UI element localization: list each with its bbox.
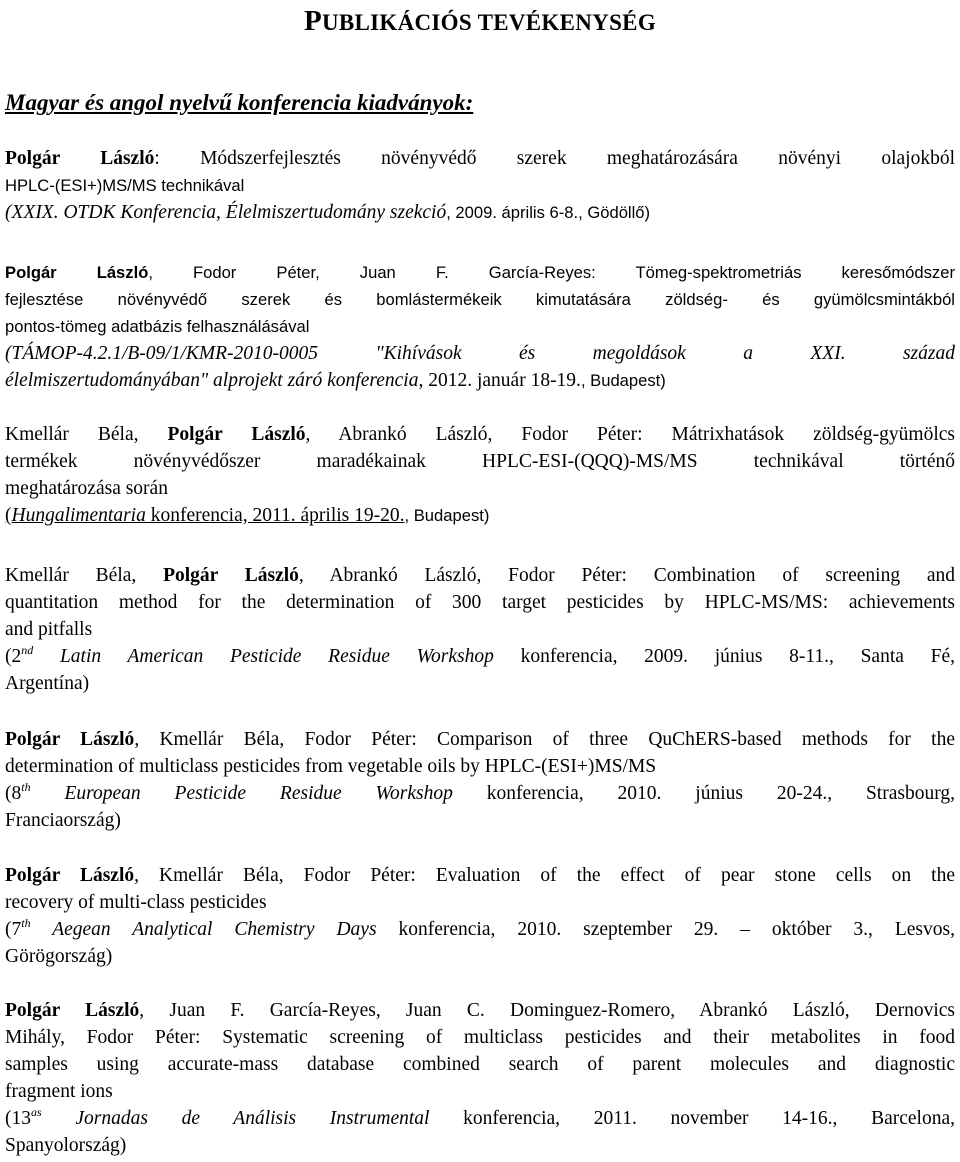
publication-line bbox=[5, 259, 955, 286]
publication-text: determination of multiclass pesticides from vegetable oils by HPLC-(ESI+)MS/MS bbox=[5, 756, 657, 777]
publication-text: Kmellár Béla, bbox=[5, 565, 164, 586]
publication-line bbox=[5, 753, 955, 780]
publication-line bbox=[5, 807, 955, 834]
publication-text: , Abrankó László, Fodor Péter: Mátrixhatások zöldség-gyümölcs bbox=[305, 424, 955, 445]
publication-line bbox=[5, 889, 955, 916]
publication-text: pontos-tömeg adatbázis felhasználásával bbox=[5, 317, 310, 336]
publication-entry-7 bbox=[5, 997, 955, 1159]
publication-text: HPLC-(ESI+)MS/MS technikával bbox=[5, 176, 245, 195]
page-title-rest: UBLIKÁCIÓS TEVÉKENYSÉG bbox=[321, 10, 657, 35]
conference-date: , 2009. április 6-8. bbox=[446, 203, 579, 222]
conference-name: élelmiszertudományában" alprojekt záró konferencia bbox=[5, 370, 419, 391]
publication-text: fragment ions bbox=[5, 1081, 113, 1102]
conference-name: (TÁMOP-4.2.1/B-09/1/KMR-2010-0005 "Kihívások és megoldások a XXI. század bbox=[5, 343, 955, 364]
publication-text: Görögország) bbox=[5, 946, 113, 967]
ordinal-suffix: nd bbox=[21, 643, 34, 657]
publication-line bbox=[5, 367, 955, 394]
publication-text: Argentína) bbox=[5, 673, 90, 694]
conference-place: , Lesvos, bbox=[868, 919, 955, 940]
publication-entry-3 bbox=[5, 421, 955, 529]
page-title-initial: P bbox=[303, 5, 322, 37]
publication-line bbox=[5, 562, 955, 589]
conference-place: , Budapest) bbox=[580, 371, 666, 390]
publication-line bbox=[5, 286, 955, 313]
publication-text: , Kmellár Béla, Fodor Péter: Evaluation of the effect of pear stone cells on the bbox=[134, 865, 955, 886]
publication-line bbox=[5, 340, 955, 367]
conference-name: Hungalimentaria bbox=[11, 505, 146, 526]
publication-line bbox=[5, 616, 955, 643]
publication-line bbox=[5, 199, 955, 226]
publication-entry-5 bbox=[5, 726, 955, 834]
conference-date: konferencia, 2010. szeptember 29. – október 3. bbox=[376, 919, 869, 940]
publication-text: meghatározása során bbox=[5, 478, 168, 499]
publication-line bbox=[5, 502, 955, 529]
ordinal-suffix: th bbox=[21, 780, 31, 794]
conference-date: konferencia, 2011. április 19-20. bbox=[145, 505, 405, 526]
conference-date: konferencia, 2011. november 14-16. bbox=[429, 1108, 833, 1129]
publication-entry-4 bbox=[5, 562, 955, 697]
conference-name: Jornadas de Análisis Instrumental bbox=[41, 1108, 430, 1129]
publication-text: ( bbox=[5, 505, 12, 526]
publication-line bbox=[5, 1024, 955, 1051]
publication-text: fejlesztése növényvédő szerek és bomlástermékeik kimutatására zöldség- és gyümölcsmintákból bbox=[5, 290, 955, 309]
publication-text: , Fodor Péter, Juan F. bbox=[148, 263, 489, 282]
publication-line bbox=[5, 643, 955, 670]
publication-line bbox=[5, 943, 955, 970]
ordinal-suffix: th bbox=[21, 916, 31, 930]
publication-line bbox=[5, 145, 955, 172]
publication-entry-1 bbox=[5, 145, 955, 226]
publication-line bbox=[5, 780, 955, 807]
conference-place: , Santa Fé, bbox=[829, 646, 955, 667]
conference-place: , Budapest) bbox=[404, 506, 490, 525]
publication-text: Kmellár Béla, bbox=[5, 424, 168, 445]
conference-place: , Gödöllő) bbox=[578, 203, 651, 222]
publication-line bbox=[5, 1132, 955, 1159]
publication-text: Mihály, Fodor Péter: Systematic screening of multiclass pesticides and their metabolites in food bbox=[5, 1027, 955, 1048]
conference-name: Latin American Pesticide Residue Workshop bbox=[33, 646, 494, 667]
conference-name: Aegean Analytical Chemistry Days bbox=[30, 919, 377, 940]
conference-name: (XXIX. OTDK Konferencia, Élelmiszertudomány szekció bbox=[5, 202, 447, 223]
publication-text: samples using accurate-mass database combined search of parent molecules and diagnostic bbox=[5, 1054, 955, 1075]
ordinal-suffix: as bbox=[31, 1105, 42, 1119]
publication-line bbox=[5, 475, 955, 502]
publication-line bbox=[5, 1105, 955, 1132]
conference-place: , Strasbourg, bbox=[827, 783, 955, 804]
publication-entry-6 bbox=[5, 862, 955, 970]
conference-date: , 2012. január 18-19. bbox=[418, 370, 581, 391]
conference-date: konferencia, 2009. június 8-11. bbox=[493, 646, 830, 667]
section-heading: Magyar és angol nyelvű konferencia kiadványok: bbox=[5, 90, 474, 115]
author-highlight: Polgár László bbox=[163, 565, 299, 586]
publication-text: and pitfalls bbox=[5, 619, 93, 640]
publication-text: (8 bbox=[5, 783, 22, 804]
publication-line bbox=[5, 1078, 955, 1105]
publication-text: recovery of multi-class pesticides bbox=[5, 892, 267, 913]
author-highlight: Polgár László bbox=[5, 148, 155, 169]
publication-text: (7 bbox=[5, 919, 22, 940]
publication-line bbox=[5, 670, 955, 697]
publication-text: (13 bbox=[5, 1108, 31, 1129]
author-highlight: Polgár László bbox=[5, 729, 135, 750]
publication-text: , Abrankó László, Fodor Péter: Combination of screening and bbox=[298, 565, 955, 586]
conference-place: , Barcelona, bbox=[832, 1108, 955, 1129]
publication-line bbox=[5, 916, 955, 943]
publication-line bbox=[5, 862, 955, 889]
author-highlight: Polgár László bbox=[5, 263, 149, 282]
publication-line bbox=[5, 448, 955, 475]
author-highlight: Polgár László bbox=[5, 1000, 140, 1021]
publication-text: García-Reyes: Tömeg-spektrometriás keresőmódszer bbox=[488, 263, 955, 282]
page-title bbox=[0, 2, 960, 42]
publication-line bbox=[5, 997, 955, 1024]
publication-text: , Kmellár Béla, Fodor Péter: Comparison of three QuChERS-based methods for the bbox=[134, 729, 955, 750]
publication-line bbox=[5, 1051, 955, 1078]
publication-line bbox=[5, 589, 955, 616]
publication-text: Spanyolország) bbox=[5, 1135, 127, 1156]
publication-line bbox=[5, 313, 955, 340]
publication-line bbox=[5, 172, 955, 199]
author-highlight: Polgár László bbox=[5, 865, 135, 886]
publication-line bbox=[5, 421, 955, 448]
publication-text: (2 bbox=[5, 646, 22, 667]
publication-text: Franciaország) bbox=[5, 810, 121, 831]
publication-text: termékek növényvédőszer maradékainak HPLC-ESI-(QQQ)-MS/MS technikával történő bbox=[5, 451, 955, 472]
publication-entry-2 bbox=[5, 259, 955, 394]
author-highlight: Polgár László bbox=[167, 424, 306, 445]
publication-text: quantitation method for the determination of 300 target pesticides by HPLC-MS/MS: achievements bbox=[5, 592, 955, 613]
conference-date: konferencia, 2010. június 20-24. bbox=[452, 783, 828, 804]
conference-name: European Pesticide Residue Workshop bbox=[30, 783, 453, 804]
publication-line bbox=[5, 726, 955, 753]
publication-text: : Módszerfejlesztés növényvédő szerek meghatározására növényi olajokból bbox=[154, 148, 955, 169]
publication-text: , Juan F. García-Reyes, Juan C. Dominguez-Romero, Abrankó László, Dernovics bbox=[139, 1000, 955, 1021]
